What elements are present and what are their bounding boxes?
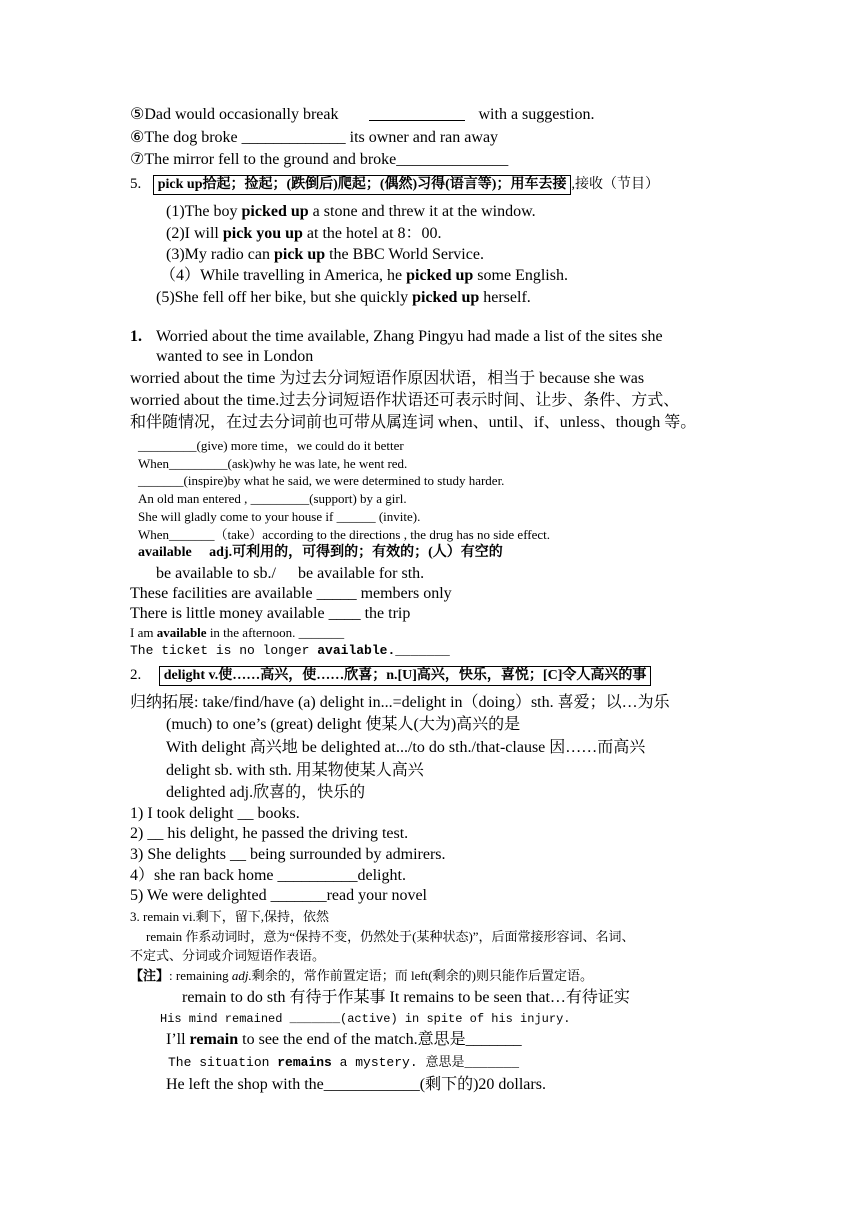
usage-example: The ticket is no longer available._______ — [130, 643, 450, 658]
key-sentence: Worried about the time available, Zhang Pingyu had made a list of the sites she — [156, 328, 663, 345]
practice-line: _______(inspire)by what he said, we were determined to study harder. — [138, 473, 505, 488]
remain-phrase: remain to do sth 有待于作某事 It remains to be seen that…有待证实 — [182, 989, 630, 1006]
note-label: 【注】 — [130, 968, 170, 983]
key-sentence-cont: wanted to see in London — [156, 348, 314, 365]
explanation-line: worried about the time 为过去分词短语作原因状语，相当于 because she was — [130, 370, 645, 387]
item-number: 2. — [130, 667, 142, 683]
extension-line: 归纳拓展: take/find/have (a) delight in...=delight in（doing）sth. 喜爱；以…为乐 — [130, 694, 670, 711]
remain-heading: 3. remain vi.剩下，留下,保持，依然 — [130, 909, 329, 924]
usage-example: There is little money available ____ the trip — [130, 605, 411, 622]
example-sentence: (3)My radio can pick up the BBC World Service. — [166, 246, 484, 263]
practice-line: An old man entered , _________(support) by a girl. — [138, 491, 407, 506]
usage-example: These facilities are available _____ members only — [130, 585, 452, 602]
delight-exercise: 4）she ran back home __________delight. — [130, 867, 406, 884]
explanation-line: 和伴随情况，在过去分词前也可带从属连词 when、until、if、unless、though 等。 — [130, 414, 697, 431]
available-heading — [138, 546, 503, 560]
delight-exercise: 2) __ his delight, he passed the driving test. — [130, 825, 409, 842]
item-number: 1. — [130, 328, 142, 345]
headword-definition: adj.可利用的，可得到的；有效的；(人）有空的 — [209, 545, 503, 560]
exercise-line-7: ⑦The mirror fell to the ground and broke______________ — [130, 151, 509, 168]
example-sentence: （4）While travelling in America, he picked up some English. — [160, 267, 568, 284]
definition-tail: ,接收（节目） — [571, 177, 659, 192]
practice-line: _________(give) more time，we could do it better — [138, 438, 404, 453]
exercise-line-6: ⑥The dog broke _____________ its owner and ran away — [130, 129, 499, 146]
extension-line: With delight 高兴地 be delighted at.../to do sth./that-clause 因……而高兴 — [166, 739, 646, 756]
remain-example: I’ll remain to see the end of the match.意思是_______ — [166, 1031, 522, 1048]
practice-line: When_______（take）according to the directions , the drug has no side effect. — [138, 527, 551, 542]
boxed-definition: pick up拾起；捡起；(跌倒后)爬起；(偶然)习得(语言等)；用车去接 — [153, 175, 572, 195]
line-5-start: ⑤Dad would occasionally break — [130, 106, 339, 123]
line-5-end: with a suggestion. — [478, 106, 595, 123]
usage-line: be available to sb./ be available for sth. — [156, 565, 425, 582]
headword: available — [138, 545, 192, 560]
remain-example: The situation remains a mystery. 意思是_______ — [168, 1055, 520, 1070]
practice-line: When_________(ask)why he was late, he went red. — [138, 456, 408, 471]
practice-line: She will gladly come to your house if ______ (invite). — [138, 509, 421, 524]
example-sentence: (1)The boy picked up a stone and threw it at the window. — [166, 203, 536, 220]
extension-line: (much) to one’s (great) delight 使某人(大为)高兴的是 — [166, 716, 521, 733]
answer-blank[interactable] — [369, 120, 465, 121]
delight-exercise: 1) I took delight __ books. — [130, 805, 300, 822]
usage-example: I am available in the afternoon. _______ — [130, 625, 345, 640]
example-sentence: (2)I will pick you up at the hotel at 8：00. — [166, 225, 442, 242]
delight-exercise: 5) We were delighted _______read your novel — [130, 887, 427, 904]
exercise-line-5 — [130, 107, 595, 123]
item-number: 5. — [130, 176, 142, 192]
explanation-line: worried about the time.过去分词短语作状语还可表示时间、让步、条件、方式、 — [130, 392, 680, 409]
item-5-heading — [130, 177, 659, 192]
remain-description: 不定式、分词或介词短语作表语。 — [130, 948, 326, 963]
boxed-definition: delight v.使……高兴，使……欣喜；n.[U]高兴，快乐，喜悦；[C]令人高兴的事 — [159, 666, 652, 686]
note-line: 【注】: remaining adj.剩余的，常作前置定语；而 left(剩余的)则只能作后置定语。 — [130, 968, 593, 983]
remain-example: His mind remained _______(active) in spite of his injury. — [160, 1012, 571, 1026]
remain-example: He left the shop with the____________(剩下的)20 dollars. — [166, 1076, 546, 1093]
delight-exercise: 3) She delights __ being surrounded by admirers. — [130, 846, 446, 863]
extension-line: delighted adj.欣喜的，快乐的 — [166, 784, 366, 801]
extension-line: delight sb. with sth. 用某物使某人高兴 — [166, 762, 424, 779]
example-sentence: (5)She fell off her bike, but she quickly picked up herself. — [156, 289, 531, 306]
remain-description: remain 作系动词时，意为“保持不变，仍然处于(某种状态)”，后面常接形容词、名词、 — [146, 929, 635, 944]
item-2-heading — [130, 668, 651, 683]
